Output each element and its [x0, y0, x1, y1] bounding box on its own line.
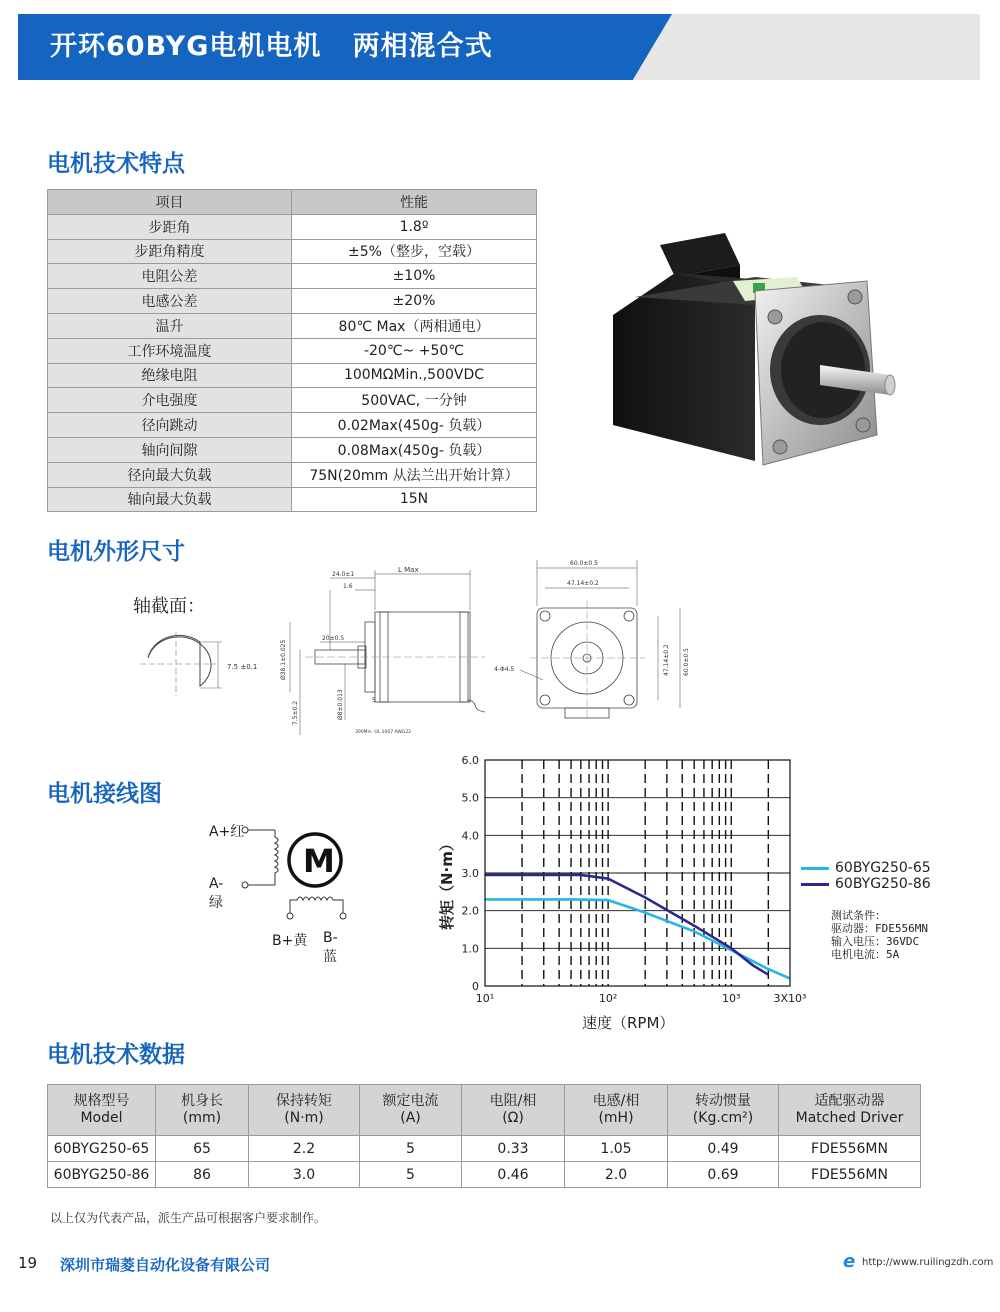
- spec-value: 500VAC, 一分钟: [292, 388, 537, 413]
- dim-label: Ø8±0.013: [337, 689, 344, 720]
- cell-torque: 2.2: [249, 1136, 360, 1162]
- browser-icon: e: [843, 1251, 856, 1272]
- spec-row: [48, 413, 537, 438]
- table-row: [48, 1136, 921, 1162]
- dim-label: L Max: [398, 566, 419, 574]
- legend-swatch-86: [801, 883, 829, 886]
- spec-value: 15N: [292, 487, 537, 512]
- header-cell: 保持转矩 (N·m): [249, 1085, 360, 1136]
- spec-key: 温升: [48, 313, 292, 338]
- spec-table: [47, 189, 537, 512]
- spec-header-value: 性能: [292, 190, 537, 215]
- dim-label: 4-Φ4.5: [494, 666, 515, 673]
- header-cell: 规格型号 Model: [48, 1085, 156, 1136]
- spec-row: [48, 388, 537, 413]
- spec-value: 75N(20mm 从法兰出开始计算）: [292, 462, 537, 487]
- chart-y-tick-label: 5.0: [461, 791, 479, 805]
- spec-row: [48, 437, 537, 462]
- chart-y-ticks: [462, 754, 480, 993]
- spec-value: ±5%（整步，空载）: [292, 239, 537, 264]
- spec-key: 径向跳动: [48, 413, 292, 438]
- cell-inductance: 1.05: [565, 1136, 668, 1162]
- spec-value: 100MΩMin.,500VDC: [292, 363, 537, 388]
- cell-inertia: 0.69: [668, 1162, 779, 1188]
- header-cell: 适配驱动器 Matched Driver: [779, 1085, 921, 1136]
- header-cell: 转动惯量 (Kg.cm²): [668, 1085, 779, 1136]
- spec-key: 轴向间隙: [48, 437, 292, 462]
- legend-swatch-65: [801, 867, 829, 870]
- chart-x-tick-label: 10²: [598, 992, 618, 1005]
- wire-a-minus: A-绿: [209, 876, 224, 911]
- dim-label: 20±0.5: [322, 635, 345, 642]
- torque-speed-chart: [430, 750, 830, 1035]
- chart-y-tick-label: 6.0: [461, 754, 479, 767]
- spec-key: 步距角: [48, 214, 292, 239]
- spec-row: [48, 313, 537, 338]
- chart-x-axis-label: 速度（RPM）: [582, 1014, 675, 1032]
- spec-value: 1.8º: [292, 214, 537, 239]
- test-condition-current: 电机电流：5A: [831, 948, 900, 961]
- chart-series-line: [485, 899, 790, 978]
- chart-y-tick-label: 2.0: [461, 904, 479, 918]
- cell-driver: FDE556MN: [779, 1162, 921, 1188]
- chart-series: [485, 875, 790, 979]
- section-title-features: 电机技术特点: [47, 151, 185, 177]
- shaft-section-label: 轴截面：: [133, 596, 205, 617]
- wire-b-minus: B-蓝: [323, 930, 338, 965]
- test-condition-driver: 驱动器：FDE556MN: [831, 922, 928, 935]
- side-view-drawing: [290, 570, 485, 735]
- dim-label: 1.6: [343, 583, 353, 590]
- spec-key: 步距角精度: [48, 239, 292, 264]
- dim-label: 60.0±0.5: [570, 560, 598, 567]
- section-title-dimensions: 电机外形尺寸: [47, 539, 185, 565]
- shaft-section-drawing: [140, 632, 257, 696]
- test-condition-title: 测试条件：: [831, 909, 886, 922]
- cell-resistance: 0.33: [462, 1136, 565, 1162]
- legend-label-86: 60BYG250-86: [835, 876, 931, 892]
- spec-table-header: [48, 190, 537, 215]
- spec-key: 电阻公差: [48, 264, 292, 289]
- front-view-drawing: [520, 560, 680, 720]
- spec-row: [48, 239, 537, 264]
- section-title-wiring: 电机接线图: [47, 781, 162, 807]
- header-cell: 电阻/相 (Ω): [462, 1085, 565, 1136]
- cell-torque: 3.0: [249, 1162, 360, 1188]
- section-title-data: 电机技术数据: [47, 1042, 185, 1068]
- spec-key: 径向最大负载: [48, 462, 292, 487]
- dim-label: 300Min. UL 1007 AWG22: [355, 730, 412, 735]
- motor-product-image: [605, 225, 905, 485]
- cell-driver: FDE556MN: [779, 1136, 921, 1162]
- chart-y-tick-label: 4.0: [461, 829, 479, 843]
- chart-x-tick-label: 10³: [722, 992, 741, 1005]
- spec-row: [48, 363, 537, 388]
- cell-model: 60BYG250-86: [48, 1162, 156, 1188]
- page-title: 开环60BYG电机电机 两相混合式: [50, 31, 493, 62]
- cell-length: 86: [156, 1162, 249, 1188]
- cell-resistance: 0.46: [462, 1162, 565, 1188]
- dim-label: 47.14±0.2: [663, 644, 670, 676]
- wire-a-plus: A+红: [209, 824, 245, 840]
- spec-row: [48, 462, 537, 487]
- chart-y-axis-label: 转矩（N·m）: [438, 836, 456, 930]
- spec-value: 80℃ Max（两相通电）: [292, 313, 537, 338]
- dim-shaft-flat: 7.5 ±0.1: [227, 663, 258, 671]
- header-cell: 额定电流 (A): [360, 1085, 462, 1136]
- chart-x-tick-label: 10¹: [475, 992, 495, 1005]
- test-condition-voltage: 输入电压：36VDC: [831, 935, 920, 948]
- dimension-drawing: [140, 550, 700, 740]
- dim-label: 7.5±0.2: [292, 700, 299, 725]
- spec-value: 0.08Max(450g- 负载）: [292, 437, 537, 462]
- spec-row: [48, 289, 537, 314]
- dim-label: 60.0±0.5: [683, 648, 690, 676]
- company-name: 深圳市瑞菱自动化设备有限公司: [60, 1256, 271, 1274]
- motor-symbol: M: [303, 842, 335, 880]
- cell-length: 65: [156, 1136, 249, 1162]
- dim-label: 24.0±1: [332, 571, 355, 578]
- cell-inertia: 0.49: [668, 1136, 779, 1162]
- spec-key: 工作环境温度: [48, 338, 292, 363]
- legend-label-65: 60BYG250-65: [835, 860, 931, 876]
- wire-b-plus: B+黄: [272, 933, 308, 949]
- spec-key: 绝缘电阻: [48, 363, 292, 388]
- chart-x-tick-label: 3X10³: [773, 992, 807, 1005]
- table-row: [48, 1162, 921, 1188]
- spec-row: [48, 214, 537, 239]
- dim-label: 47.14±0.2: [567, 580, 599, 587]
- chart-x-ticks: [476, 992, 807, 1005]
- cell-inductance: 2.0: [565, 1162, 668, 1188]
- dim-label: 5: [372, 697, 376, 704]
- chart-y-tick-label: 3.0: [461, 867, 479, 880]
- spec-value: ±10%: [292, 264, 537, 289]
- spec-key: 轴向最大负载: [48, 487, 292, 512]
- cell-current: 5: [360, 1136, 462, 1162]
- spec-value: -20℃~ +50℃: [292, 338, 537, 363]
- spec-header-item: 项目: [48, 190, 292, 215]
- spec-key: 电感公差: [48, 289, 292, 314]
- spec-key: 介电强度: [48, 388, 292, 413]
- header-cell: 机身长 (mm): [156, 1085, 249, 1136]
- website-link[interactable]: http://www.ruilingzdh.com: [862, 1257, 994, 1268]
- page-number: 19: [18, 1254, 38, 1272]
- cell-model: 60BYG250-65: [48, 1136, 156, 1162]
- spec-value: 0.02Max(450g- 负载）: [292, 413, 537, 438]
- spec-row: [48, 487, 537, 512]
- chart-y-tick-label: 1.0: [461, 942, 479, 956]
- footnote: 以上仅为代表产品，派生产品可根据客户要求制作。: [50, 1211, 327, 1225]
- spec-row: [48, 338, 537, 363]
- chart-y-tick-label: 0: [472, 980, 479, 993]
- motor-data-table: [47, 1084, 921, 1188]
- spec-row: [48, 264, 537, 289]
- header-cell: 电感/相 (mH): [565, 1085, 668, 1136]
- chart-grid: [485, 760, 790, 986]
- spec-value: ±20%: [292, 289, 537, 314]
- dim-label: Ø38.1±0.025: [280, 639, 287, 680]
- data-table-header: [48, 1085, 921, 1136]
- cell-current: 5: [360, 1162, 462, 1188]
